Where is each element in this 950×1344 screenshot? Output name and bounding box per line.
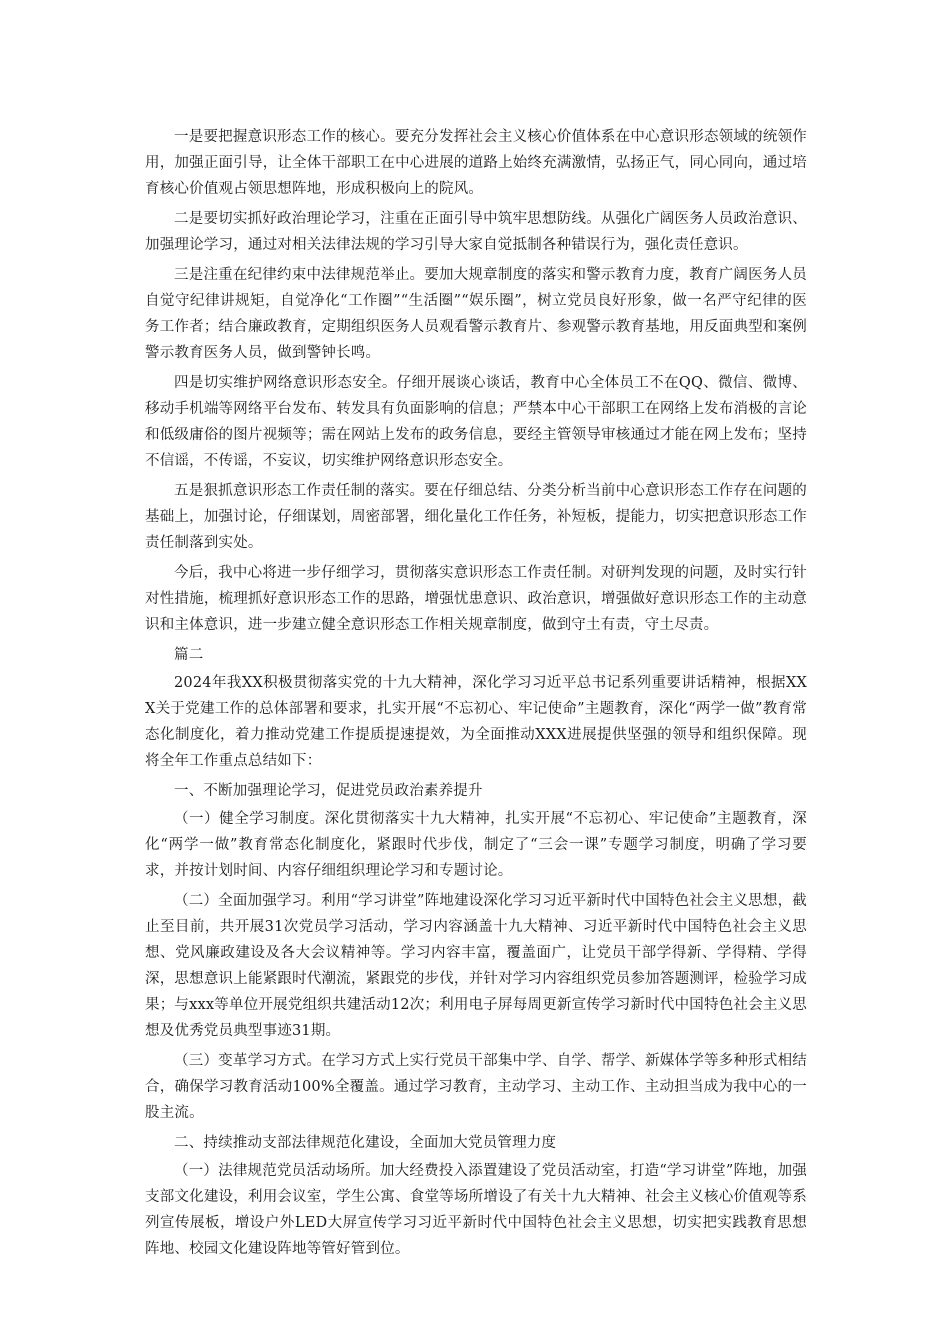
- paragraph-network-security: 四是切实维护网络意识形态安全。仔细开展谈心谈话，教育中心全体员工不在QQ、微信、微博、移动手机端等网络平台发布、转发具有负面影响的信息；严禁本中心干部职工在网络上发布消极的言论和低级庸俗的图片视频等；需在网站上发布的政务信息，要经主管领导审核通过才能在网上发布；坚持不信谣，不传谣，不妄议，切实维护网络意识形态安全。: [145, 375, 807, 469]
- paragraph-study-system: （一）健全学习制度。深化贯彻落实十九大精神，扎实开展“不忘初心、牢记使命”主题教育，深化“两学一做”教育常态化制度化，紧跟时代步伐，制定了“三会一课”专题学习制度，明确了学习要求，并按计划时间、内容仔细组织理论学习和专题讨论。: [145, 811, 807, 879]
- heading-branch-standardization: 二、持续推动支部法律规范化建设，全面加大党员管理力度: [174, 1135, 557, 1151]
- paragraph-political-theory: 二是要切实抓好政治理论学习，注重在正面引导中筑牢思想防线。从强化广阔医务人员政治意识、加强理论学习，通过对相关法律法规的学习引导大家自觉抵制各种错误行为，强化责任意识。: [145, 211, 807, 253]
- paragraph-discipline: 三是注重在纪律约束中法律规范举止。要加大规章制度的落实和警示教育力度，教育广阔医务人员自觉守纪律讲规矩，自觉净化“工作圈”“生活圈”“娱乐圈”，树立党员良好形象，做一名严守纪律的医务工作者；结合廉政教育，定期组织医务人员观看警示教育片、参观警示教育基地，用反面典型和案例警示教育医务人员，做到警钟长鸣。: [145, 267, 807, 361]
- section-title-part-two: 篇二: [174, 647, 204, 663]
- paragraph-strengthen-study: （二）全面加强学习。利用“学习讲堂”阵地建设深化学习习近平新时代中国特色社会主义思想，截止至目前，共开展31次党员学习活动，学习内容涵盖十九大精神、习近平新时代中国特色社会主义思想、党风廉政建设及各大会议精神等。学习内容丰富，覆盖面广，让党员干部学得新、学得精、学得深，思想意识上能紧跟时代潮流，紧跟党的步伐，并针对学习内容组织党员参加答题测评，检验学习成果；与xxx等单位开展党组织共建活动12次；利用电子屏每周更新宣传学习新时代中国特色社会主义思想及优秀党员典型事迹31期。: [145, 893, 807, 1039]
- paragraph-activity-venues: （一）法律规范党员活动场所。加大经费投入添置建设了党员活动室，打造“学习讲堂”阵地，加强支部文化建设，利用会议室，学生公寓、食堂等场所增设了有关十九大精神、社会主义核心价值观等系列宣传展板，增设户外LED大屏宣传学习习近平新时代中国特色社会主义思想，切实把实践教育思想阵地、校园文化建设阵地等管好管到位。: [145, 1163, 807, 1257]
- paragraph-future-plan: 今后，我中心将进一步仔细学习，贯彻落实意识形态工作责任制。对研判发现的问题，及时实行针对性措施，梳理抓好意识形态工作的思路，增强忧患意识、政治意识，增强做好意识形态工作的主动意识和主体意识，进一步建立健全意识形态工作相关规章制度，做到守土有责，守土尽责。: [145, 565, 807, 633]
- paragraph-responsibility: 五是狠抓意识形态工作责任制的落实。要在仔细总结、分类分析当前中心意识形态工作存在问题的基础上，加强讨论，仔细谋划，周密部署，细化量化工作任务，补短板，提能力，切实把意识形态工作责任制落到实处。: [145, 483, 807, 551]
- paragraph-annual-summary-intro: 2024年我XX积极贯彻落实党的十九大精神，深化学习习近平总书记系列重要讲话精神，根据XXX关于党建工作的总体部署和要求，扎实开展“不忘初心、牢记使命”主题教育，深化“两学一做”教育常态化制度化，着力推动党建工作提质提速提效，为全面推动XXX进展提供坚强的领导和组织保障。现将全年工作重点总结如下：: [145, 675, 807, 769]
- document-page: [145, 124, 807, 1266]
- heading-theory-study: 一、不断加强理论学习，促进党员政治素养提升: [174, 783, 483, 799]
- paragraph-core-ideology: 一是要把握意识形态工作的核心。要充分发挥社会主义核心价值体系在中心意识形态领域的统领作用，加强正面引导，让全体干部职工在中心进展的道路上始终充满激情，弘扬正气，同心同向，通过培育核心价值观占领思想阵地，形成积极向上的院风。: [145, 129, 807, 197]
- paragraph-study-methods: （三）变革学习方式。在学习方式上实行党员干部集中学、自学、帮学、新媒体学等多种形式相结合，确保学习教育活动100%全覆盖。通过学习教育，主动学习、主动工作、主动担当成为我中心的一股主流。: [145, 1053, 807, 1121]
